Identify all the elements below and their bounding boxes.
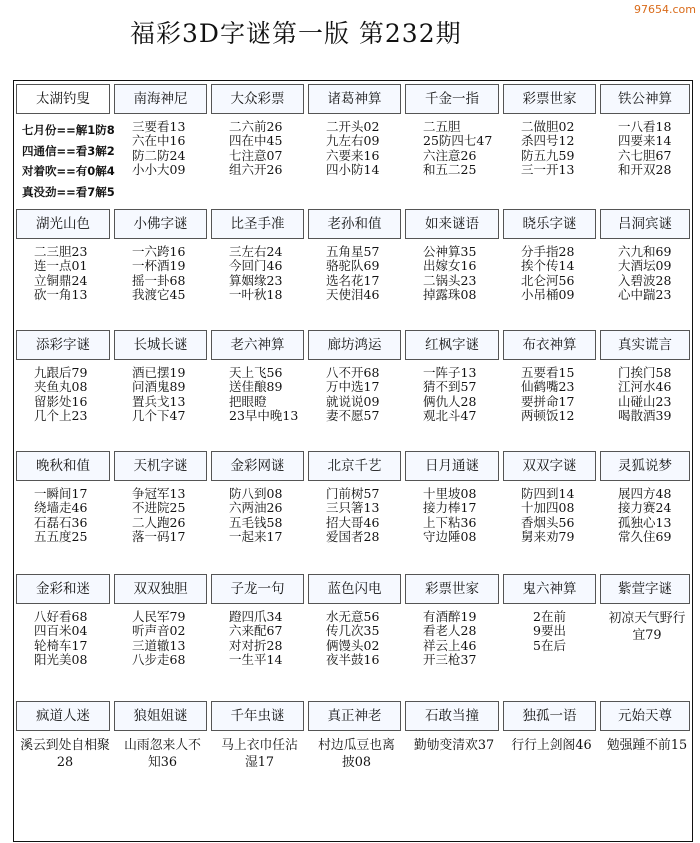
riddle-clue-line: 夹鱼丸08 [34,379,88,395]
riddle-clue-line: 门挨门58 [618,365,672,380]
riddle-author-header: 太湖钓叟 [16,84,110,114]
riddle-clue-line: 六两油26 [229,500,283,516]
riddle-clue-line: 四通信==看3解2 [22,143,115,158]
riddle-clue-line: 二开头02 [326,119,380,134]
riddle-author-header: 如来谜语 [405,209,499,239]
riddle-author-header: 子龙一句 [211,574,304,604]
riddle-clue-cell [600,733,690,837]
riddle-clue-line: 一六跨16 [132,244,186,259]
riddle-clue-cell [600,116,690,196]
riddle-author-header: 真实谎言 [600,330,690,360]
riddle-author-header: 独孤一语 [503,701,596,731]
riddle-clue-line: 开三枪37 [423,651,477,667]
riddle-clue-line: 立铜鼎24 [34,272,88,288]
riddle-row [14,695,692,841]
riddle-clue-line: 入碧波28 [618,272,672,288]
riddle-clue-line: 五要看15 [521,365,575,380]
riddle-clue-line: 仙鹤嘴23 [521,379,575,395]
riddle-clue-line: 石磊石36 [34,514,88,530]
riddle-clue-line: 六九和69 [618,244,672,259]
riddle-clue-line: 对着吹==有0解4 [22,164,115,178]
riddle-clue-line: 三一开13 [521,161,575,177]
riddle-clue-cell [308,362,401,441]
riddle-clue-line: 就说说09 [326,393,380,409]
riddle-clue-line: 掉露珠08 [423,286,477,302]
riddle-author-header: 老六神算 [211,330,304,360]
riddle-clue-line: 十加四08 [521,500,575,516]
riddle-clue-cell [308,733,401,837]
riddle-clue-line: 和开双28 [618,161,672,177]
riddle-author-header: 铁公神算 [600,84,690,114]
riddle-clue-line: 防八到08 [229,486,283,501]
riddle-clue-line: 留影处16 [34,393,88,409]
riddle-clue-cell [114,606,207,691]
riddle-clue-line: 防二防24 [132,147,186,163]
riddle-clue-line: 二五胆 [423,119,461,134]
riddle-clue-line: 六在中16 [132,133,186,149]
riddle-clue-cell [16,483,110,564]
riddle-author-header: 南海神尼 [114,84,207,114]
riddle-clue-line: 传几次35 [326,623,380,639]
riddle-clue-line: 真没劲==看7解5 [22,184,115,199]
riddle-author-header: 比圣手准 [211,209,304,239]
riddle-clue-line: 爱国者28 [326,528,380,544]
riddle-clue-cell [600,241,690,320]
riddle-clue-line: 和五二25 [423,161,477,177]
riddle-clue-line: 砍一角13 [34,286,88,302]
riddle-clue-cell [114,241,207,320]
riddle-clue-line: 一阵子13 [423,365,477,380]
riddle-clue-line: 蹬四爪34 [229,609,283,624]
riddle-clue-line: 看老人28 [423,623,477,639]
riddle-clue-line: 心中踹23 [618,286,672,302]
riddle-clue-line: 祥云上46 [423,637,477,653]
riddle-author-header: 北京千艺 [308,451,401,481]
riddle-clue-cell [114,362,207,441]
riddle-clue-cell [308,606,401,691]
riddle-clue-line: 一八看18 [618,119,672,134]
riddle-clue-cell [405,606,499,691]
riddle-clue-line: 九跟后79 [34,365,88,380]
riddle-clue-line: 酒已摆19 [132,365,186,380]
riddle-author-header: 双双字谜 [503,451,596,481]
riddle-clue-line: 几个下47 [132,407,186,423]
riddle-board [13,80,693,842]
riddle-clue-line: 万中选17 [326,379,380,395]
riddle-clue-line: 常久住69 [618,528,672,544]
riddle-clue-line: 四要来14 [618,133,672,149]
riddle-clue-line: 展四方48 [618,486,672,501]
riddle-clue-line: 二人跑26 [132,514,186,530]
riddle-clue-line: 算姻缘23 [229,272,283,288]
riddle-clue-line: 三只箸13 [326,500,380,516]
riddle-clue-line: 两顿饭12 [521,407,575,423]
riddle-clue-line: 出嫁女16 [423,258,477,274]
riddle-author-header: 彩票世家 [405,574,499,604]
riddle-author-header: 石敢当撞 [405,701,499,731]
riddle-clue-cell [405,116,499,196]
riddle-clue-line: 公神算35 [423,244,477,259]
riddle-author-header: 小佛字谜 [114,209,207,239]
riddle-clue-cell [405,241,499,320]
riddle-author-header: 晓乐字谜 [503,209,596,239]
riddle-clue-line: 俩馒头02 [326,637,380,653]
riddle-clue-line: 轮椅车17 [34,637,88,653]
site-watermark: 97654.com [634,3,696,16]
riddle-clue-line: 一瞬间17 [34,486,88,501]
riddle-author-header: 日月通谜 [405,451,499,481]
riddle-author-header: 廊坊鸿运 [308,330,401,360]
riddle-clue-cell [114,116,207,196]
riddle-clue-cell [211,733,304,837]
riddle-clue-line: 连一点01 [34,258,88,274]
riddle-clue-line: 八不开68 [326,365,380,380]
riddle-clue-line: 山碰山23 [618,393,672,409]
riddle-author-header: 鬼六神算 [503,574,596,604]
riddle-clue-line: 六注意26 [423,147,477,163]
riddle-clue-line: 阳光美08 [34,651,88,667]
riddle-clue-line: 绕墙走46 [34,500,88,516]
riddle-clue-line: 六来配67 [229,623,283,639]
riddle-author-header: 狼姐姐谜 [114,701,207,731]
riddle-clue-line: 村边瓜豆也离披08 [318,738,395,770]
riddle-clue-line: 分手指28 [521,244,575,259]
riddle-author-header: 老孙和值 [308,209,401,239]
riddle-clue-line: 防四到14 [521,486,575,501]
riddle-clue-line: 勉强踵不前15 [606,738,688,753]
riddle-author-header: 天机字谜 [114,451,207,481]
riddle-clue-line: 骆驼队69 [326,258,380,274]
riddle-clue-line: 23早中晚13 [229,407,299,423]
riddle-clue-line: 听声音02 [132,623,186,639]
riddle-clue-line: 三左右24 [229,244,283,259]
riddle-author-header: 金彩网谜 [211,451,304,481]
riddle-clue-line: 二六前26 [229,119,283,134]
riddle-author-header: 金彩和迷 [16,574,110,604]
riddle-clue-line: 置兵戈13 [132,393,186,409]
riddle-row [14,445,692,568]
riddle-clue-line: 天使泪46 [326,286,380,302]
riddle-clue-line: 一生平14 [229,651,283,667]
riddle-clue-line: 门前树57 [326,486,380,501]
riddle-clue-line: 杀四号12 [521,133,575,149]
riddle-row [14,203,692,324]
riddle-clue-line: 对对折28 [229,637,283,653]
riddle-clue-line: 北仑河56 [521,272,575,288]
riddle-author-header: 灵狐说梦 [600,451,690,481]
riddle-clue-cell [600,606,690,691]
riddle-clue-cell [114,483,207,564]
riddle-clue-line: 舅来劝79 [521,528,575,544]
riddle-clue-line: 挨个传14 [521,258,575,274]
riddle-author-header: 紫萱字谜 [600,574,690,604]
riddle-clue-line: 二做胆02 [521,119,575,134]
riddle-author-header: 添彩字谜 [16,330,110,360]
riddle-clue-cell [503,483,596,564]
riddle-clue-line: 三道辙13 [132,637,186,653]
riddle-clue-line: 一叶秋18 [229,286,283,302]
riddle-clue-cell [211,606,304,691]
riddle-clue-cell [16,116,115,199]
riddle-author-header: 大众彩票 [211,84,304,114]
riddle-clue-line: 一杯酒19 [132,258,186,274]
riddle-clue-line: 落一码17 [132,528,186,544]
riddle-clue-line: 把眼瞪 [229,393,267,409]
riddle-clue-line: 水无意56 [326,609,380,624]
riddle-author-header: 布衣神算 [503,330,596,360]
riddle-clue-line: 四小防14 [326,161,380,177]
riddle-clue-line: 六七胆67 [618,147,672,163]
riddle-author-header: 吕洞宾谜 [600,209,690,239]
riddle-clue-line: 人民军79 [132,609,186,624]
riddle-clue-line: 喝散酒39 [618,407,672,423]
riddle-author-header: 蓝色闪电 [308,574,401,604]
riddle-clue-line: 组六开26 [229,161,283,177]
riddle-clue-line: 初凉天气野行宜79 [608,611,686,643]
riddle-clue-cell [308,116,401,196]
riddle-clue-line: 夜半鼓16 [326,651,380,667]
riddle-clue-line: 三要看13 [132,119,186,134]
riddle-clue-cell [405,362,499,441]
riddle-clue-line: 接力棒17 [423,500,477,516]
riddle-clue-cell [600,362,690,441]
riddle-clue-cell [405,483,499,564]
riddle-clue-line: 招大哥46 [326,514,380,530]
riddle-row [14,568,692,695]
riddle-author-header: 彩票世家 [503,84,596,114]
riddle-clue-line: 五角星57 [326,244,380,259]
riddle-author-header: 疯道人迷 [16,701,110,731]
riddle-clue-line: 六要来16 [326,147,380,163]
riddle-clue-cell [211,116,304,196]
riddle-clue-line: 9要出 [533,623,566,639]
riddle-clue-line: 十里坡08 [423,486,477,501]
riddle-clue-cell [211,483,304,564]
riddle-clue-line: 守边陲08 [423,528,477,544]
page-title: 福彩3D字谜第一版 第232期 [130,19,462,48]
riddle-clue-cell [503,606,596,691]
riddle-author-header: 双双独胆 [114,574,207,604]
riddle-clue-line: 防五九59 [521,147,575,163]
riddle-author-header: 真正神老 [308,701,401,731]
riddle-clue-line: 八好看68 [34,609,88,624]
riddle-clue-cell [405,733,499,837]
riddle-author-header: 千金一指 [405,84,499,114]
riddle-clue-cell [503,733,596,837]
riddle-clue-cell [503,116,596,196]
riddle-clue-line: 几个上23 [34,407,88,423]
riddle-author-header: 红枫字谜 [405,330,499,360]
riddle-author-header: 湖光山色 [16,209,110,239]
riddle-clue-line: 妻不愿57 [326,407,380,423]
riddle-clue-cell [16,606,110,691]
riddle-author-header: 晚秋和值 [16,451,110,481]
riddle-clue-line: 摇一卦68 [132,272,186,288]
riddle-clue-line: 有酒醉19 [423,609,477,624]
riddle-clue-cell [16,733,110,837]
riddle-clue-line: 今回门46 [229,258,283,274]
riddle-clue-line: 勤劬变清欢37 [413,738,495,753]
riddle-clue-line: 江河水46 [618,379,672,395]
riddle-clue-line: 二锅头23 [423,272,477,288]
riddle-clue-line: 五五度25 [34,528,88,544]
riddle-author-header: 千年虫谜 [211,701,304,731]
riddle-clue-cell [308,241,401,320]
riddle-author-header: 长城长谜 [114,330,207,360]
riddle-clue-cell [503,241,596,320]
riddle-clue-line: 选名花17 [326,272,380,288]
riddle-clue-line: 观北斗47 [423,407,477,423]
riddle-clue-cell [211,241,304,320]
riddle-clue-line: 八步走68 [132,651,186,667]
riddle-author-header: 元始天尊 [600,701,690,731]
riddle-clue-line: 一起来17 [229,528,283,544]
riddle-clue-line: 四在中45 [229,133,283,149]
riddle-clue-line: 小吊桶09 [521,286,575,302]
riddle-row [14,324,692,445]
riddle-clue-cell [16,241,110,320]
riddle-clue-line: 孤独心13 [618,514,672,530]
riddle-clue-line: 小小大09 [132,161,186,177]
riddle-clue-cell [600,483,690,564]
riddle-clue-line: 上下粘36 [423,514,477,530]
riddle-clue-cell [308,483,401,564]
riddle-clue-line: 猜不到57 [423,379,477,395]
riddle-clue-line: 溪云到处自相聚28 [20,738,110,770]
riddle-clue-line: 不进院25 [132,500,186,516]
riddle-clue-line: 2在前 [533,609,566,624]
riddle-clue-cell [114,733,207,837]
riddle-row [14,81,692,203]
riddle-clue-line: 送佳酿89 [229,379,283,395]
riddle-clue-cell [16,362,110,441]
riddle-clue-line: 大酒坛09 [618,258,672,274]
riddle-clue-line: 25防四七47 [423,133,493,149]
riddle-clue-line: 马上衣巾任沾湿17 [221,738,298,770]
riddle-clue-line: 俩仇人28 [423,393,477,409]
riddle-clue-cell [211,362,304,441]
riddle-clue-line: 五毛钱58 [229,514,283,530]
riddle-clue-line: 要拼命17 [521,393,575,409]
riddle-clue-line: 香烟头56 [521,514,575,530]
riddle-clue-line: 行行上剑阁46 [511,738,592,753]
riddle-clue-line: 接力赛24 [618,500,672,516]
riddle-clue-line: 争冠军13 [132,486,186,501]
riddle-clue-line: 山雨忽来人不知36 [124,738,201,770]
riddle-clue-line: 天上飞56 [229,365,283,380]
riddle-clue-line: 5在后 [533,637,566,653]
riddle-clue-cell [503,362,596,441]
riddle-clue-line: 七月份==解1防8 [22,123,115,137]
riddle-clue-line: 四百米04 [34,623,88,639]
riddle-clue-line: 我渡它45 [132,286,186,302]
riddle-clue-line: 问酒鬼89 [132,379,186,395]
riddle-author-header: 诸葛神算 [308,84,401,114]
riddle-clue-line: 七注意07 [229,147,283,163]
riddle-clue-line: 九左右09 [326,133,380,149]
riddle-clue-line: 二三胆23 [34,244,88,259]
